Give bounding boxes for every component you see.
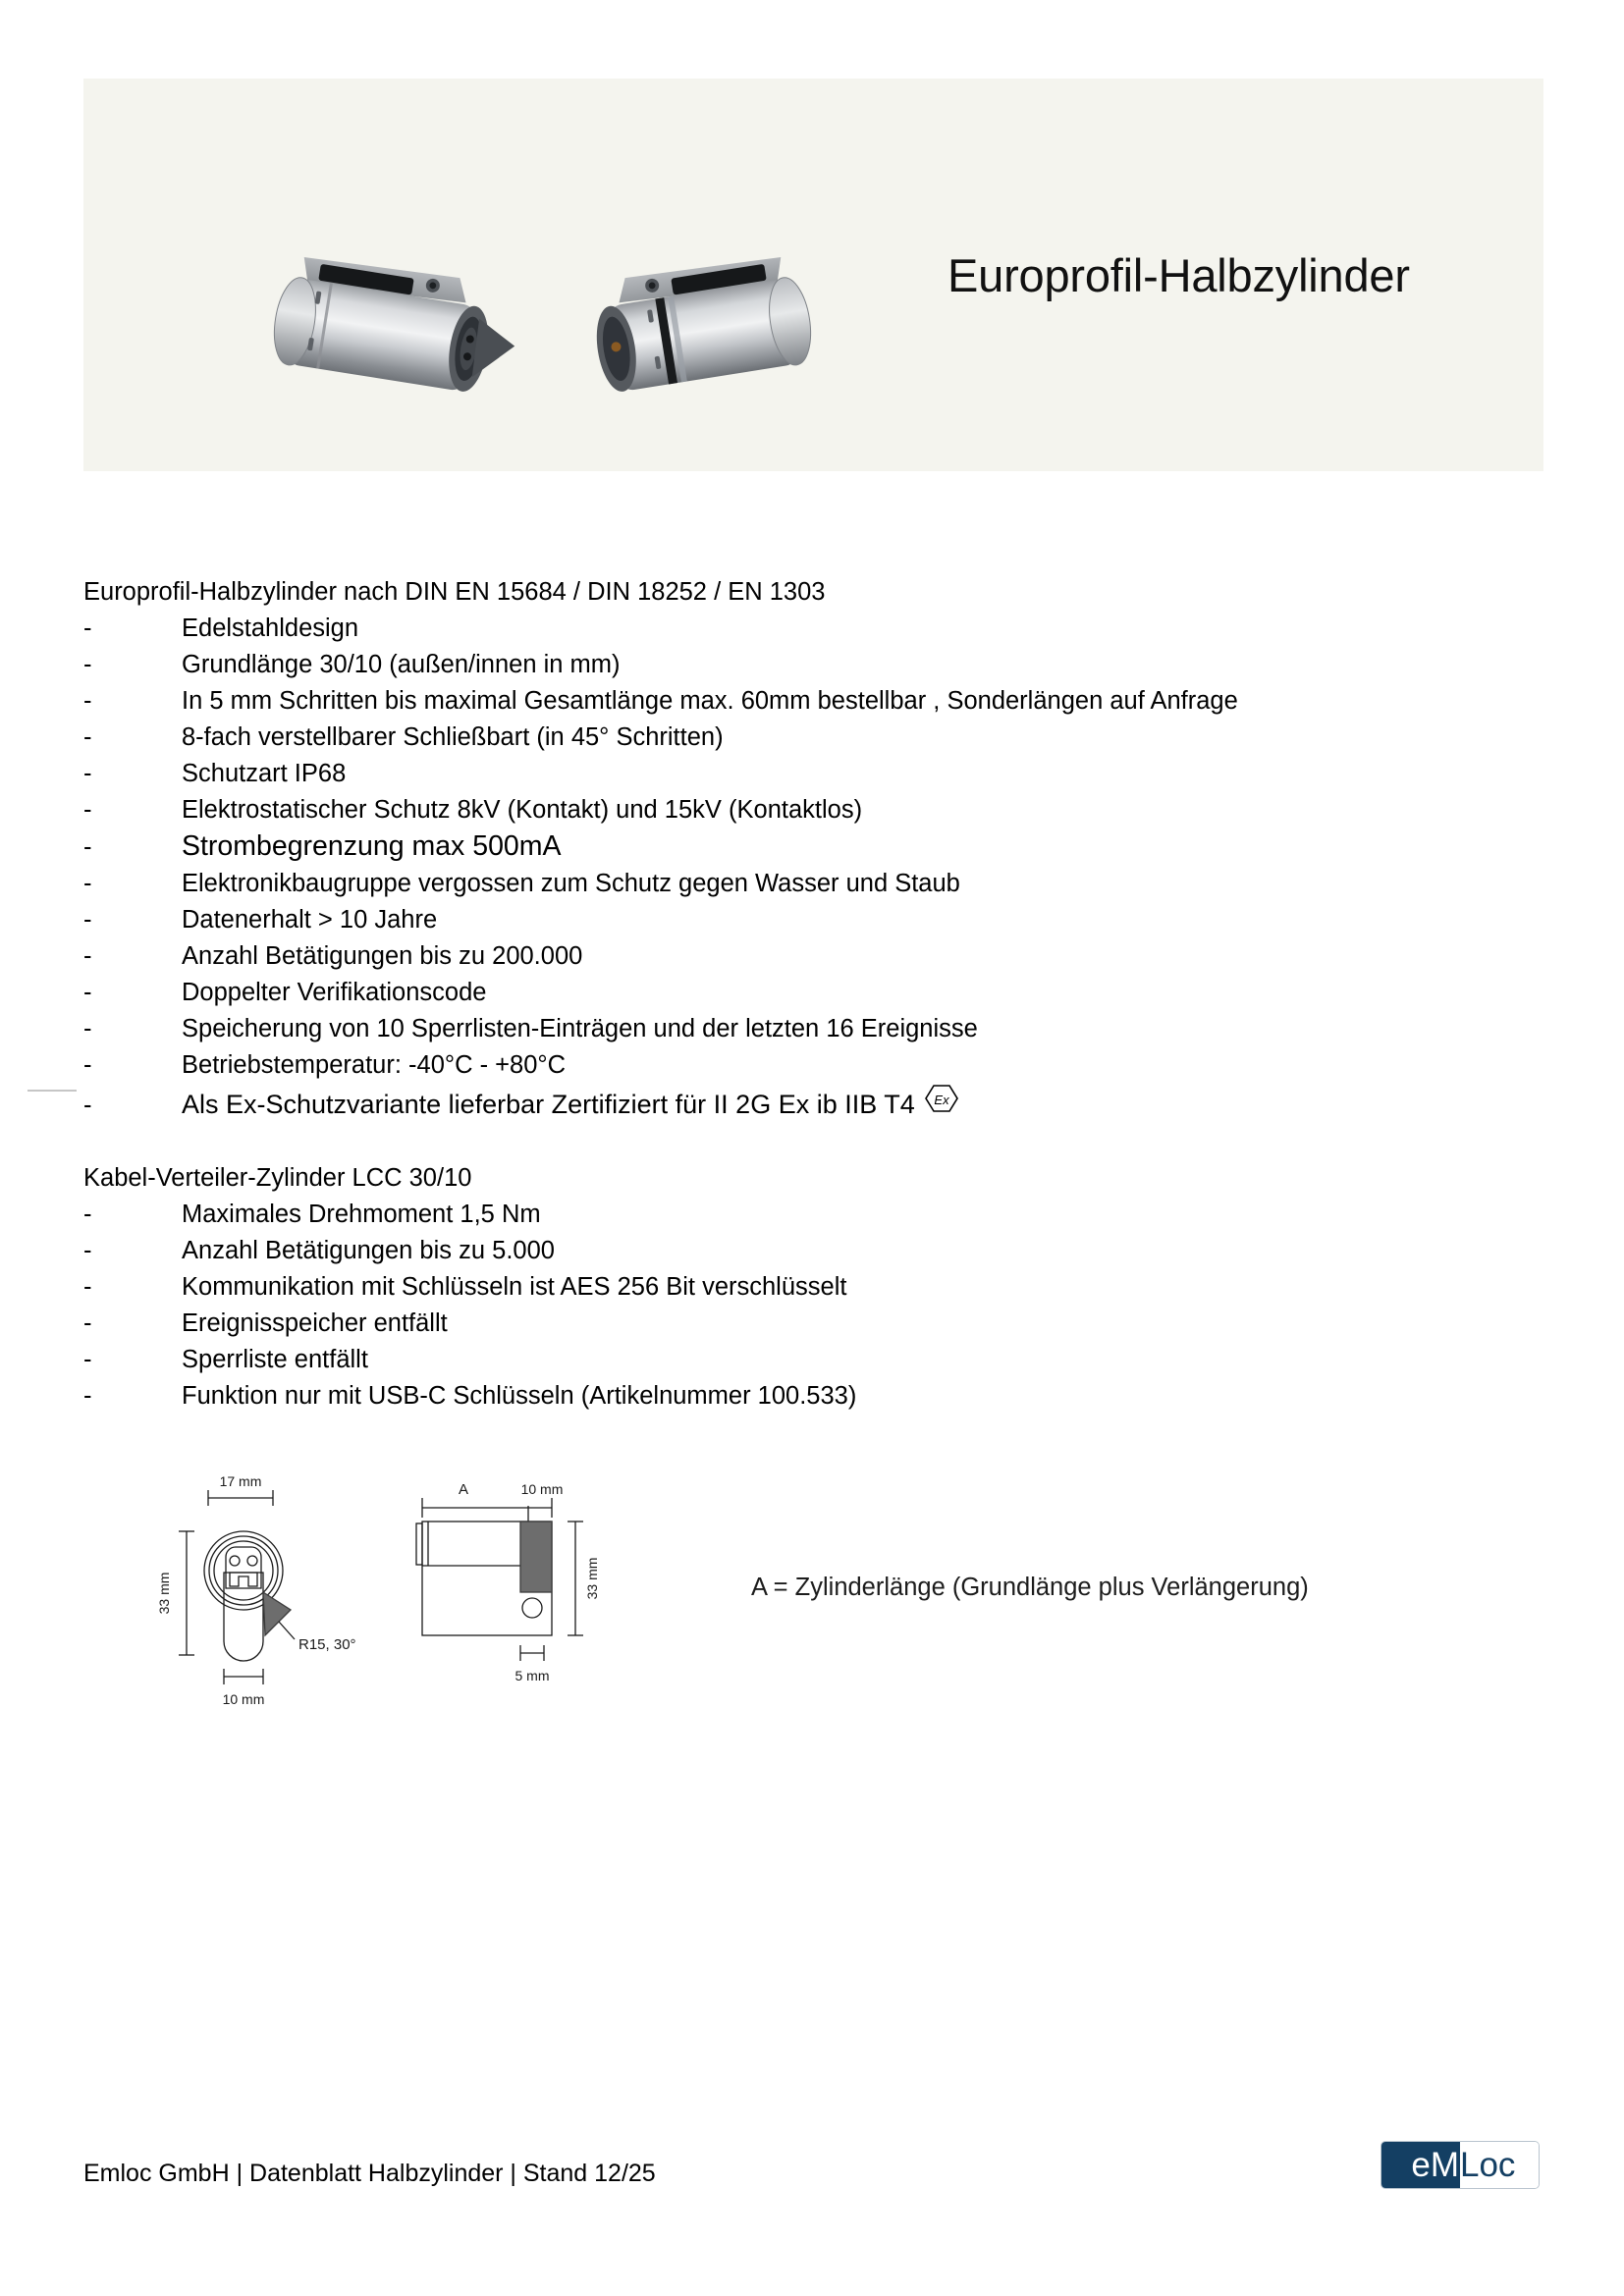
list-item xyxy=(83,1084,1537,1124)
bullet-text: Funktion nur mit USB-C Schlüsseln (Artikelnummer 100.533) xyxy=(182,1382,857,1410)
svg-text:Ex: Ex xyxy=(934,1093,949,1107)
list-item xyxy=(83,866,1537,902)
front-view-height-label: 33 mm xyxy=(156,1572,172,1615)
list-item xyxy=(83,683,1537,720)
bullet-text: Anzahl Betätigungen bis zu 5.000 xyxy=(182,1237,555,1264)
bullet-dash: - xyxy=(83,942,92,970)
list-item xyxy=(83,720,1537,756)
atex-ex-hexagon-icon xyxy=(925,1084,958,1124)
bullet-text: Maximales Drehmoment 1,5 Nm xyxy=(182,1201,541,1228)
revision-change-bar xyxy=(27,1090,77,1092)
bullet-text: Grundlänge 30/10 (außen/innen in mm) xyxy=(182,651,621,678)
bullet-dash: - xyxy=(83,614,92,642)
bullet-text: 8-fach verstellbarer Schließbart (in 45° Schritten) xyxy=(182,723,724,751)
bullet-dash: - xyxy=(83,796,92,824)
list-item xyxy=(83,647,1537,683)
logo-left-half xyxy=(1381,2142,1460,2188)
product-photo-svg xyxy=(241,196,849,442)
section1-bullet-list xyxy=(83,611,1537,1124)
bullet-dash: - xyxy=(83,1382,92,1410)
bullet-text: Schutzart IP68 xyxy=(182,760,347,787)
bullet-text: Betriebstemperatur: -40°C - +80°C xyxy=(182,1051,567,1079)
bullet-dash: - xyxy=(83,1273,92,1301)
bullet-dash: - xyxy=(83,870,92,897)
bullet-dash: - xyxy=(83,1015,92,1042)
bullet-text: Ereignisspeicher entfällt xyxy=(182,1309,448,1337)
bullet-dash: - xyxy=(83,1092,92,1119)
bullet-dash: - xyxy=(83,1201,92,1228)
side-view-bottom-label: 5 mm xyxy=(514,1668,550,1683)
list-item xyxy=(83,1342,1537,1378)
list-item xyxy=(83,902,1537,938)
bullet-dash: - xyxy=(83,687,92,715)
side-view-cam-label: 10 mm xyxy=(520,1481,564,1497)
list-item xyxy=(83,1047,1537,1084)
bullet-dash: - xyxy=(83,1237,92,1264)
section2-bullet-list xyxy=(83,1197,1537,1415)
list-item xyxy=(83,1233,1537,1269)
bullet-text: Strombegrenzung max 500mA xyxy=(182,830,562,862)
list-item xyxy=(83,1378,1537,1415)
technical-drawing-svg xyxy=(147,1463,776,1757)
list-item xyxy=(83,792,1537,828)
page-title: Europrofil-Halbzylinder xyxy=(947,248,1410,301)
logo-em-text: eM xyxy=(1411,2146,1459,2184)
bullet-dash: - xyxy=(83,723,92,751)
list-item xyxy=(83,975,1537,1011)
list-item xyxy=(83,611,1537,647)
list-item xyxy=(83,938,1537,975)
bullet-text: Doppelter Verifikationscode xyxy=(182,979,487,1006)
bullet-dash: - xyxy=(83,1051,92,1079)
logo-right-half xyxy=(1460,2142,1539,2188)
list-item xyxy=(83,828,1537,866)
bullet-dash: - xyxy=(83,979,92,1006)
bullet-text: Sperrliste entfällt xyxy=(182,1346,368,1373)
front-view-width-label: 17 mm xyxy=(219,1473,262,1489)
header-banner xyxy=(83,79,1543,471)
logo-loc-text: Loc xyxy=(1460,2146,1516,2184)
front-view-bottom-label: 10 mm xyxy=(222,1691,265,1707)
bullet-dash: - xyxy=(83,1309,92,1337)
bullet-text: In 5 mm Schritten bis maximal Gesamtlänge max. 60mm bestellbar , Sonderlängen auf Anfrage xyxy=(182,687,1238,715)
bullet-text: Als Ex-Schutzvariante lieferbar Zertifiziert für II 2G Ex ib IIB T4 xyxy=(182,1090,915,1119)
technical-drawings xyxy=(147,1463,776,1757)
section-spacer xyxy=(83,1124,1537,1160)
main-content xyxy=(83,574,1537,1415)
bullet-text: Elektronikbaugruppe vergossen zum Schutz gegen Wasser und Staub xyxy=(182,870,960,897)
bullet-dash: - xyxy=(83,760,92,787)
bullet-dash: - xyxy=(83,833,92,861)
footer-text: Emloc GmbH | Datenblatt Halbzylinder | Stand 12/25 xyxy=(83,2160,656,2187)
list-item xyxy=(83,1197,1537,1233)
bullet-text: Datenerhalt > 10 Jahre xyxy=(182,906,438,934)
list-item xyxy=(83,756,1537,792)
side-view-height-label: 33 mm xyxy=(584,1557,600,1600)
section1-heading: Europrofil-Halbzylinder nach DIN EN 15684 / DIN 18252 / EN 1303 xyxy=(83,578,826,606)
drawing-caption: A = Zylinderlänge (Grundlänge plus Verlängerung) xyxy=(751,1574,1309,1601)
emloc-logo xyxy=(1381,2142,1539,2188)
list-item xyxy=(83,1269,1537,1306)
bullet-dash: - xyxy=(83,651,92,678)
bullet-dash: - xyxy=(83,1346,92,1373)
bullet-text: Edelstahldesign xyxy=(182,614,359,642)
bullet-dash: - xyxy=(83,906,92,934)
product-photo xyxy=(241,196,849,442)
section2-heading: Kabel-Verteiler-Zylinder LCC 30/10 xyxy=(83,1164,472,1192)
bullet-text: Anzahl Betätigungen bis zu 200.000 xyxy=(182,942,583,970)
bullet-text: Kommunikation mit Schlüsseln ist AES 256 Bit verschlüsselt xyxy=(182,1273,847,1301)
list-item xyxy=(83,1011,1537,1047)
front-view-radius-label: R15, 30° xyxy=(298,1636,356,1653)
side-view-a-label: A xyxy=(458,1481,469,1498)
bullet-text: Elektrostatischer Schutz 8kV (Kontakt) und 15kV (Kontaktlos) xyxy=(182,796,863,824)
bullet-text: Speicherung von 10 Sperrlisten-Einträgen und der letzten 16 Ereignisse xyxy=(182,1015,978,1042)
list-item xyxy=(83,1306,1537,1342)
